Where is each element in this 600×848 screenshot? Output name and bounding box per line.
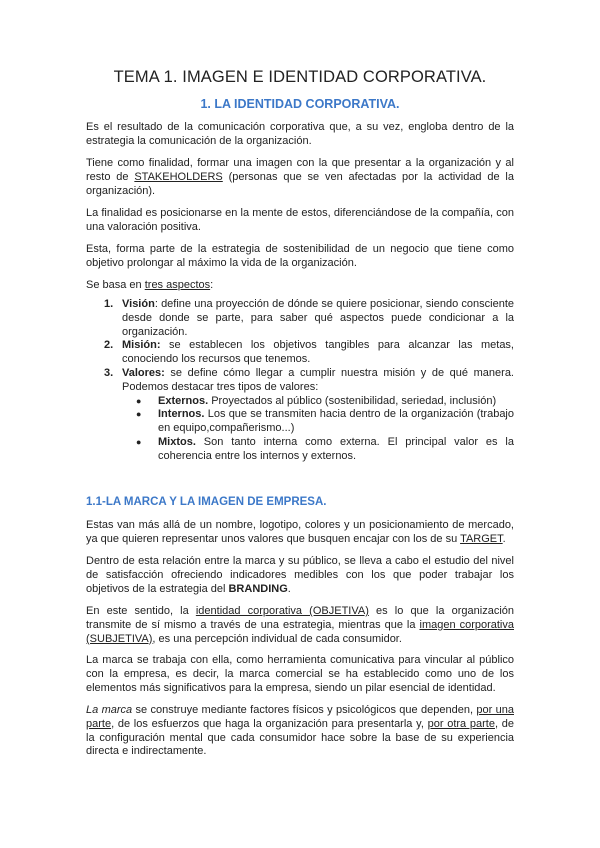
list-item-mision: 2. Misión: se establecen los objetivos tangibles para alcanzar las metas, conociendo los recursos que tenemos. bbox=[104, 339, 514, 366]
target-term: TARGET bbox=[460, 532, 503, 545]
paragraph-posicionamiento: La finalidad es posicionarse en la mente de estos, diferenciándose de la compañía, con una valoración positiva. bbox=[86, 207, 514, 233]
paragraph-herramienta: La marca se trabaja con ella, como herramienta comunicativa para vincular al público con la empresa, es decir, la marca comercial se ha establecido como uno de los elementos más significativos para la empresa, siendo un pilar esencial de identidad. bbox=[86, 654, 514, 694]
tres-aspectos-term: tres aspectos bbox=[144, 279, 211, 291]
bullet-icon: ● bbox=[136, 436, 142, 447]
section-heading-marca: 1.1-LA MARCA Y LA IMAGEN DE EMPRESA. bbox=[86, 496, 327, 508]
values-list bbox=[122, 395, 514, 464]
page-title: TEMA 1. IMAGEN E IDENTIDAD CORPORATIVA. bbox=[113, 68, 487, 86]
paragraph-finalidad: Tiene como finalidad, formar una imagen con la que presentar a la organización y al resto de STAKEHOLDERS (personas que se ven afectadas por la actividad de la organización). bbox=[86, 157, 514, 197]
paragraph-factores: La marca se construye mediante factores físicos y psicológicos que dependen, por una parte, de los esfuerzos que haga la organización para presentarla y, por otra parte, de la configuración mental que cada consumidor hace sobre la base de su experiencia directa e indirectamente. bbox=[86, 704, 514, 758]
paragraph-definicion: Es el resultado de la comunicación corporativa que, a su vez, engloba dentro de la estrategia la comunicación de la organización. bbox=[86, 121, 514, 147]
list-item-internos: ● Internos. Los que se transmiten hacia dentro de la organización (trabajo en equipo,compañerismo...) bbox=[136, 408, 514, 435]
bullet-icon: ● bbox=[136, 395, 142, 406]
list-item-valores: 3. Valores: se define cómo llegar a cumplir nuestra misión y de qué manera. Podemos destacar tres tipos de valores: ● Externos. Proyectados al público (sostenibilidad, seriedad, inclusión) ● Internos. Los que se transmiten hacia dentro de la organización (trabajo en equipo,compañerismo...) ● Mixtos. Son tanto interna como externa. El principal valor es la coherencia entre los internos y externos. bbox=[104, 366, 514, 462]
list-item-mixtos: ● Mixtos. Son tanto interna como externa. El principal valor es la coherencia entre los internos y externos. bbox=[136, 435, 514, 462]
stakeholders-term: STAKEHOLDERS bbox=[134, 170, 223, 183]
section-heading-identidad: 1. LA IDENTIDAD CORPORATIVA. bbox=[200, 97, 400, 111]
bullet-icon: ● bbox=[136, 409, 142, 420]
paragraph-identidad-imagen: En este sentido, la identidad corporativa (OBJETIVA) es lo que la organización transmite de sí mismo a través de una estrategia, mientras que la imagen corporativa (SUBJETIVA), es una percepción individual de cada consumidor. bbox=[86, 605, 514, 645]
aspects-list bbox=[86, 298, 514, 464]
paragraph-sostenibilidad: Esta, forma parte de la estrategia de sostenibilidad de un negocio que tiene como objetivo prolongar al máximo la vida de la organización. bbox=[86, 243, 514, 269]
paragraph-tres-aspectos: Se basa en tres aspectos: bbox=[86, 279, 214, 291]
paragraph-branding: Dentro de esta relación entre la marca y su público, se lleva a cabo el estudio del nivel de satisfacción ofreciendo indicadores medibles con los que poder trabajar los objetivos de la estrategia del BRANDING. bbox=[86, 555, 514, 595]
branding-term: BRANDING bbox=[228, 582, 288, 595]
list-item-externos: ● Externos. Proyectados al público (sostenibilidad, seriedad, inclusión) bbox=[136, 394, 497, 407]
paragraph-valores-marca: Estas van más allá de un nombre, logotipo, colores y un posicionamiento de mercado, ya que quieren representar unos valores que busquen encajar con los de su TARGET. bbox=[86, 519, 514, 545]
list-item-vision: 1. Visión: define una proyección de dónde se quiere posicionar, siendo consciente desde donde se parte, para saber qué aspectos puede condicionar a la organización. bbox=[104, 298, 514, 338]
